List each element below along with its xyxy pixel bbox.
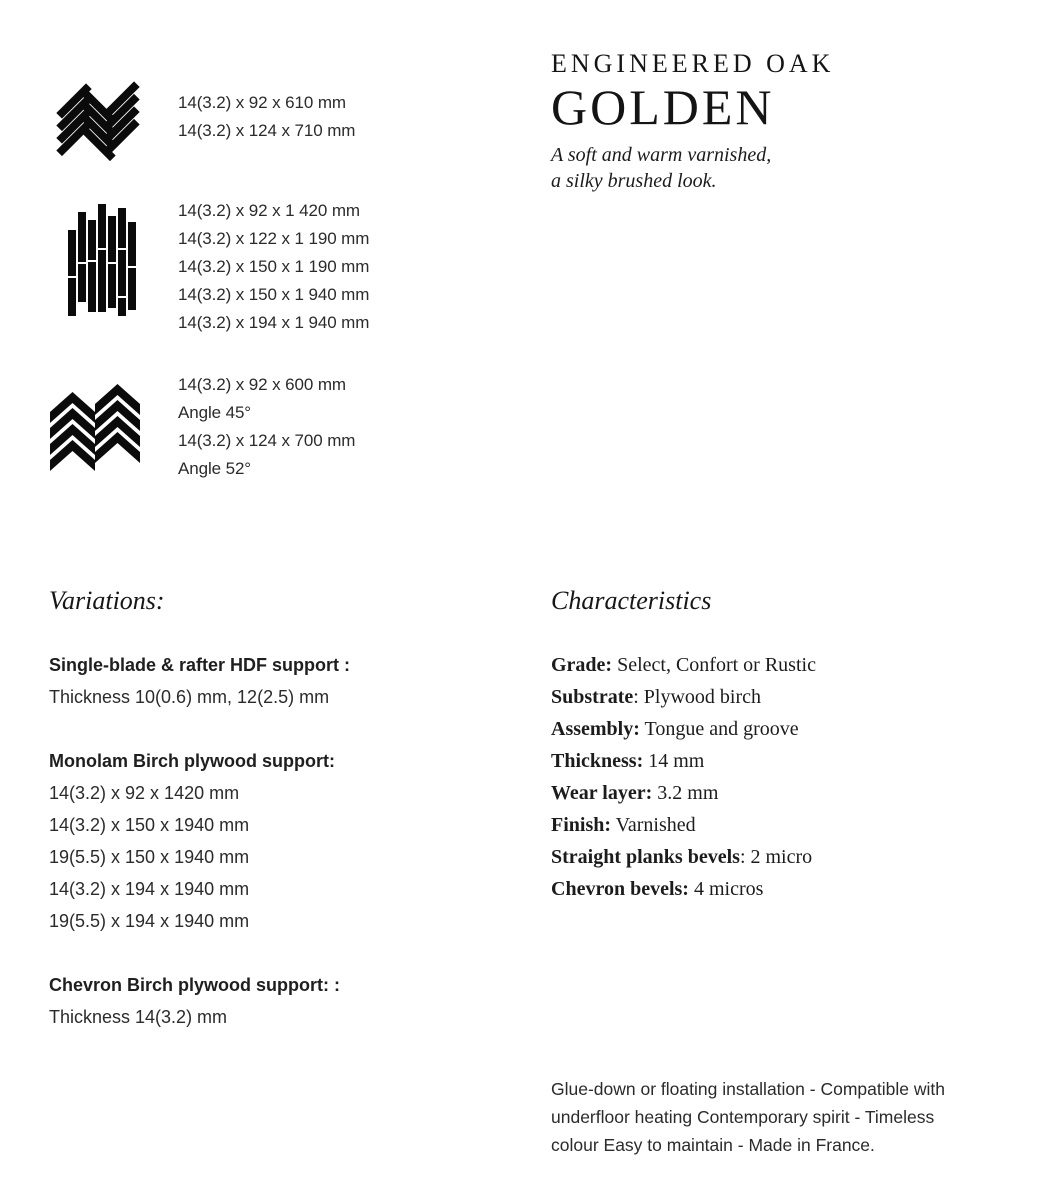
variations-heading: Variations: [49, 586, 165, 615]
variation-title: Single-blade & rafter HDF support : [49, 655, 351, 675]
characteristics-heading: Characteristics [551, 586, 712, 615]
spec-line: 14(3.2) x 92 x 1 420 mm [178, 201, 360, 220]
characteristic-label: Finish: [551, 814, 612, 836]
spec-line: 14(3.2) x 124 x 700 mm [178, 431, 356, 450]
characteristic-label: Assembly: [551, 718, 640, 740]
characteristics-section [551, 649, 816, 905]
product-tagline [551, 142, 834, 194]
variation-line: 14(3.2) x 194 x 1940 mm [49, 879, 250, 899]
characteristic-line [551, 777, 816, 809]
characteristic-label: Grade: [551, 654, 613, 676]
spec-line: Angle 45° [178, 403, 252, 422]
product-header [551, 47, 834, 194]
characteristic-value: Select, Confort or Rustic [612, 654, 816, 676]
characteristic-line [551, 649, 816, 681]
characteristic-label: Chevron bevels: [551, 878, 689, 900]
characteristic-label: Thickness: [551, 750, 644, 772]
variations-section [49, 649, 350, 1033]
characteristic-line [551, 681, 816, 713]
spec-line: 14(3.2) x 194 x 1 940 mm [178, 313, 370, 332]
characteristic-label: Substrate [551, 686, 634, 708]
variation-title: Chevron Birch plywood support: : [49, 975, 340, 995]
spec-line: 14(3.2) x 150 x 1 190 mm [178, 257, 370, 276]
tagline-line: A soft and warm varnished, [551, 144, 772, 166]
spec-group-straight-planks [178, 197, 369, 337]
chevron-pattern-icon [50, 381, 140, 478]
spec-line: 14(3.2) x 92 x 610 mm [178, 93, 346, 112]
straight-planks-pattern-icon [68, 204, 136, 323]
spec-line: 14(3.2) x 124 x 710 mm [178, 121, 356, 140]
collection-name: ENGINEERED OAK [551, 49, 835, 78]
variation-line: Thickness 10(0.6) mm, 12(2.5) mm [49, 687, 330, 707]
spec-group-chevron [178, 371, 355, 483]
characteristic-line [551, 873, 816, 905]
variation-line: 14(3.2) x 92 x 1420 mm [49, 783, 240, 803]
characteristic-value: 4 micros [688, 878, 764, 900]
characteristic-value: Tongue and groove [639, 718, 799, 740]
characteristic-line [551, 713, 816, 745]
installation-note: Glue-down or floating installation - Compatible with underfloor heating Contemporary spirit - Timeless colour Easy to maintain - Made in France. [551, 1079, 945, 1155]
characteristic-line [551, 841, 816, 873]
variation-block [49, 969, 350, 1033]
variation-block [49, 745, 350, 937]
characteristic-line [551, 745, 816, 777]
characteristic-value: 3.2 mm [652, 782, 719, 804]
characteristic-label: Straight planks bevels [551, 846, 740, 868]
variation-line: Thickness 14(3.2) mm [49, 1007, 228, 1027]
variation-block [49, 649, 350, 713]
product-name: GOLDEN [551, 79, 775, 135]
spec-group-herringbone [178, 89, 355, 145]
characteristic-value: Varnished [611, 814, 696, 836]
spec-line: Angle 52° [178, 459, 252, 478]
characteristic-value: : Plywood birch [633, 686, 762, 708]
variation-line: 19(5.5) x 194 x 1940 mm [49, 911, 250, 931]
spec-line: 14(3.2) x 122 x 1 190 mm [178, 229, 370, 248]
tagline-line: a silky brushed look. [551, 170, 717, 192]
variation-line: 14(3.2) x 150 x 1940 mm [49, 815, 250, 835]
spec-line: 14(3.2) x 92 x 600 mm [178, 375, 346, 394]
herringbone-pattern-icon [55, 77, 141, 166]
characteristic-line [551, 809, 816, 841]
characteristic-label: Wear layer: [551, 782, 653, 804]
characteristic-value: 14 mm [643, 750, 705, 772]
characteristic-value: : 2 micro [739, 846, 813, 868]
variation-title: Monolam Birch plywood support: [49, 751, 335, 771]
variation-line: 19(5.5) x 150 x 1940 mm [49, 847, 250, 867]
spec-line: 14(3.2) x 150 x 1 940 mm [178, 285, 370, 304]
